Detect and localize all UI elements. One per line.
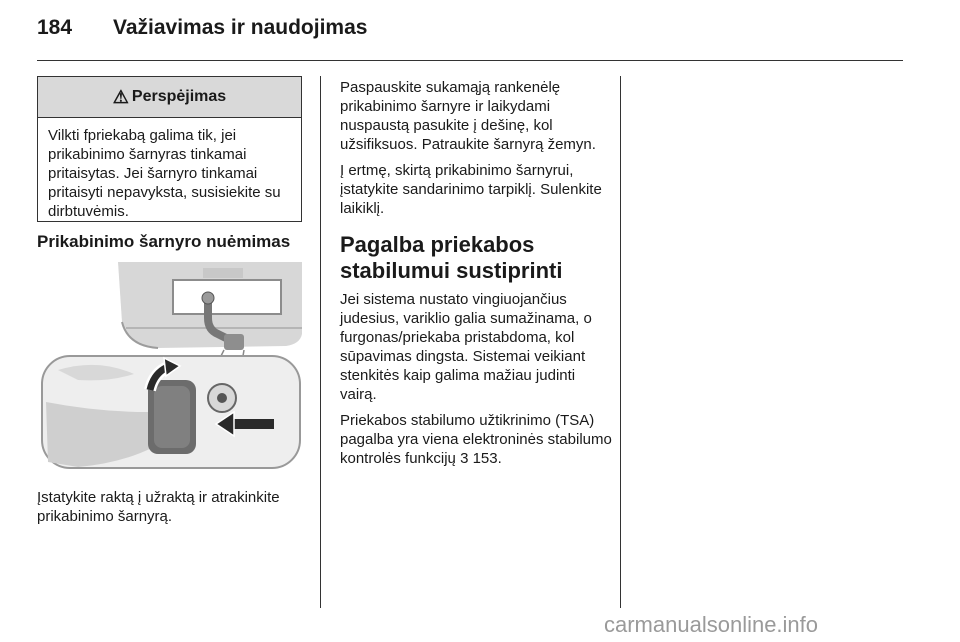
column-2 [340,78,615,475]
page-reference-icon: 3 [460,450,469,467]
tow-hitch-key-lock-illustration [38,262,302,472]
watermark: carmanualsonline.info [604,612,819,637]
page-title: Važiavimas ir naudojimas [113,16,368,39]
column-divider-2 [620,76,621,608]
warning-text: Vilkti fpriekabą galima tik, jei prikabinimo šarnyras tinkamai pritaisytas. Jei šarnyro tinkamai pritaisyti nepavyksta, susisiekite su dirbtuvėmis. [48,127,281,220]
paragraph-remove-hitch: Paspauskite sukamąją rankenėlę prikabinimo šarnyre ir laikydami nuspaustą pasukite į dešinę, kol užsifiksuos. Patraukite šarnyrą žemyn. [340,79,596,153]
page-number: 184 [37,16,73,39]
illustration-caption: Įstatykite raktą į užraktą ir atrakinkite prikabinimo šarnyrą. [37,489,280,525]
section-heading-removal: Prikabinimo šarnyro nuėmimas [37,232,291,251]
page-reference-link[interactable]: 153. [472,450,502,467]
warning-title: Perspėjimas [131,88,227,105]
paragraph-seal-plug: Į ertmę, skirtą prikabinimo šarnyrui, įstatykite sandarinimo tarpiklį. Sulenkite laikiklį. [340,162,602,217]
header-rule [37,60,903,61]
paragraph-stability-description: Jei sistema nustato vingiuojančius judesius, variklio galia sumažinama, o furgonas/priekaba pristabdoma, kol sūpavimas dingsta. Sistemai veikiant stenkitės kaip galima mažiau judinti vairą. [340,291,592,403]
paragraph-tsa [340,411,615,468]
column-divider-1 [320,76,321,608]
section-heading-trailer-stability: Pagalba priekabos stabilumui sustiprinti [340,232,563,283]
warning-triangle-icon: ⚠ [112,86,129,107]
warning-header [38,77,301,118]
tsa-text: Priekabos stabilumo užtikrinimo (TSA) pagalba yra viena elektroninės stabilumo kontrolės funkcijų [340,412,612,467]
warning-box [37,76,302,222]
